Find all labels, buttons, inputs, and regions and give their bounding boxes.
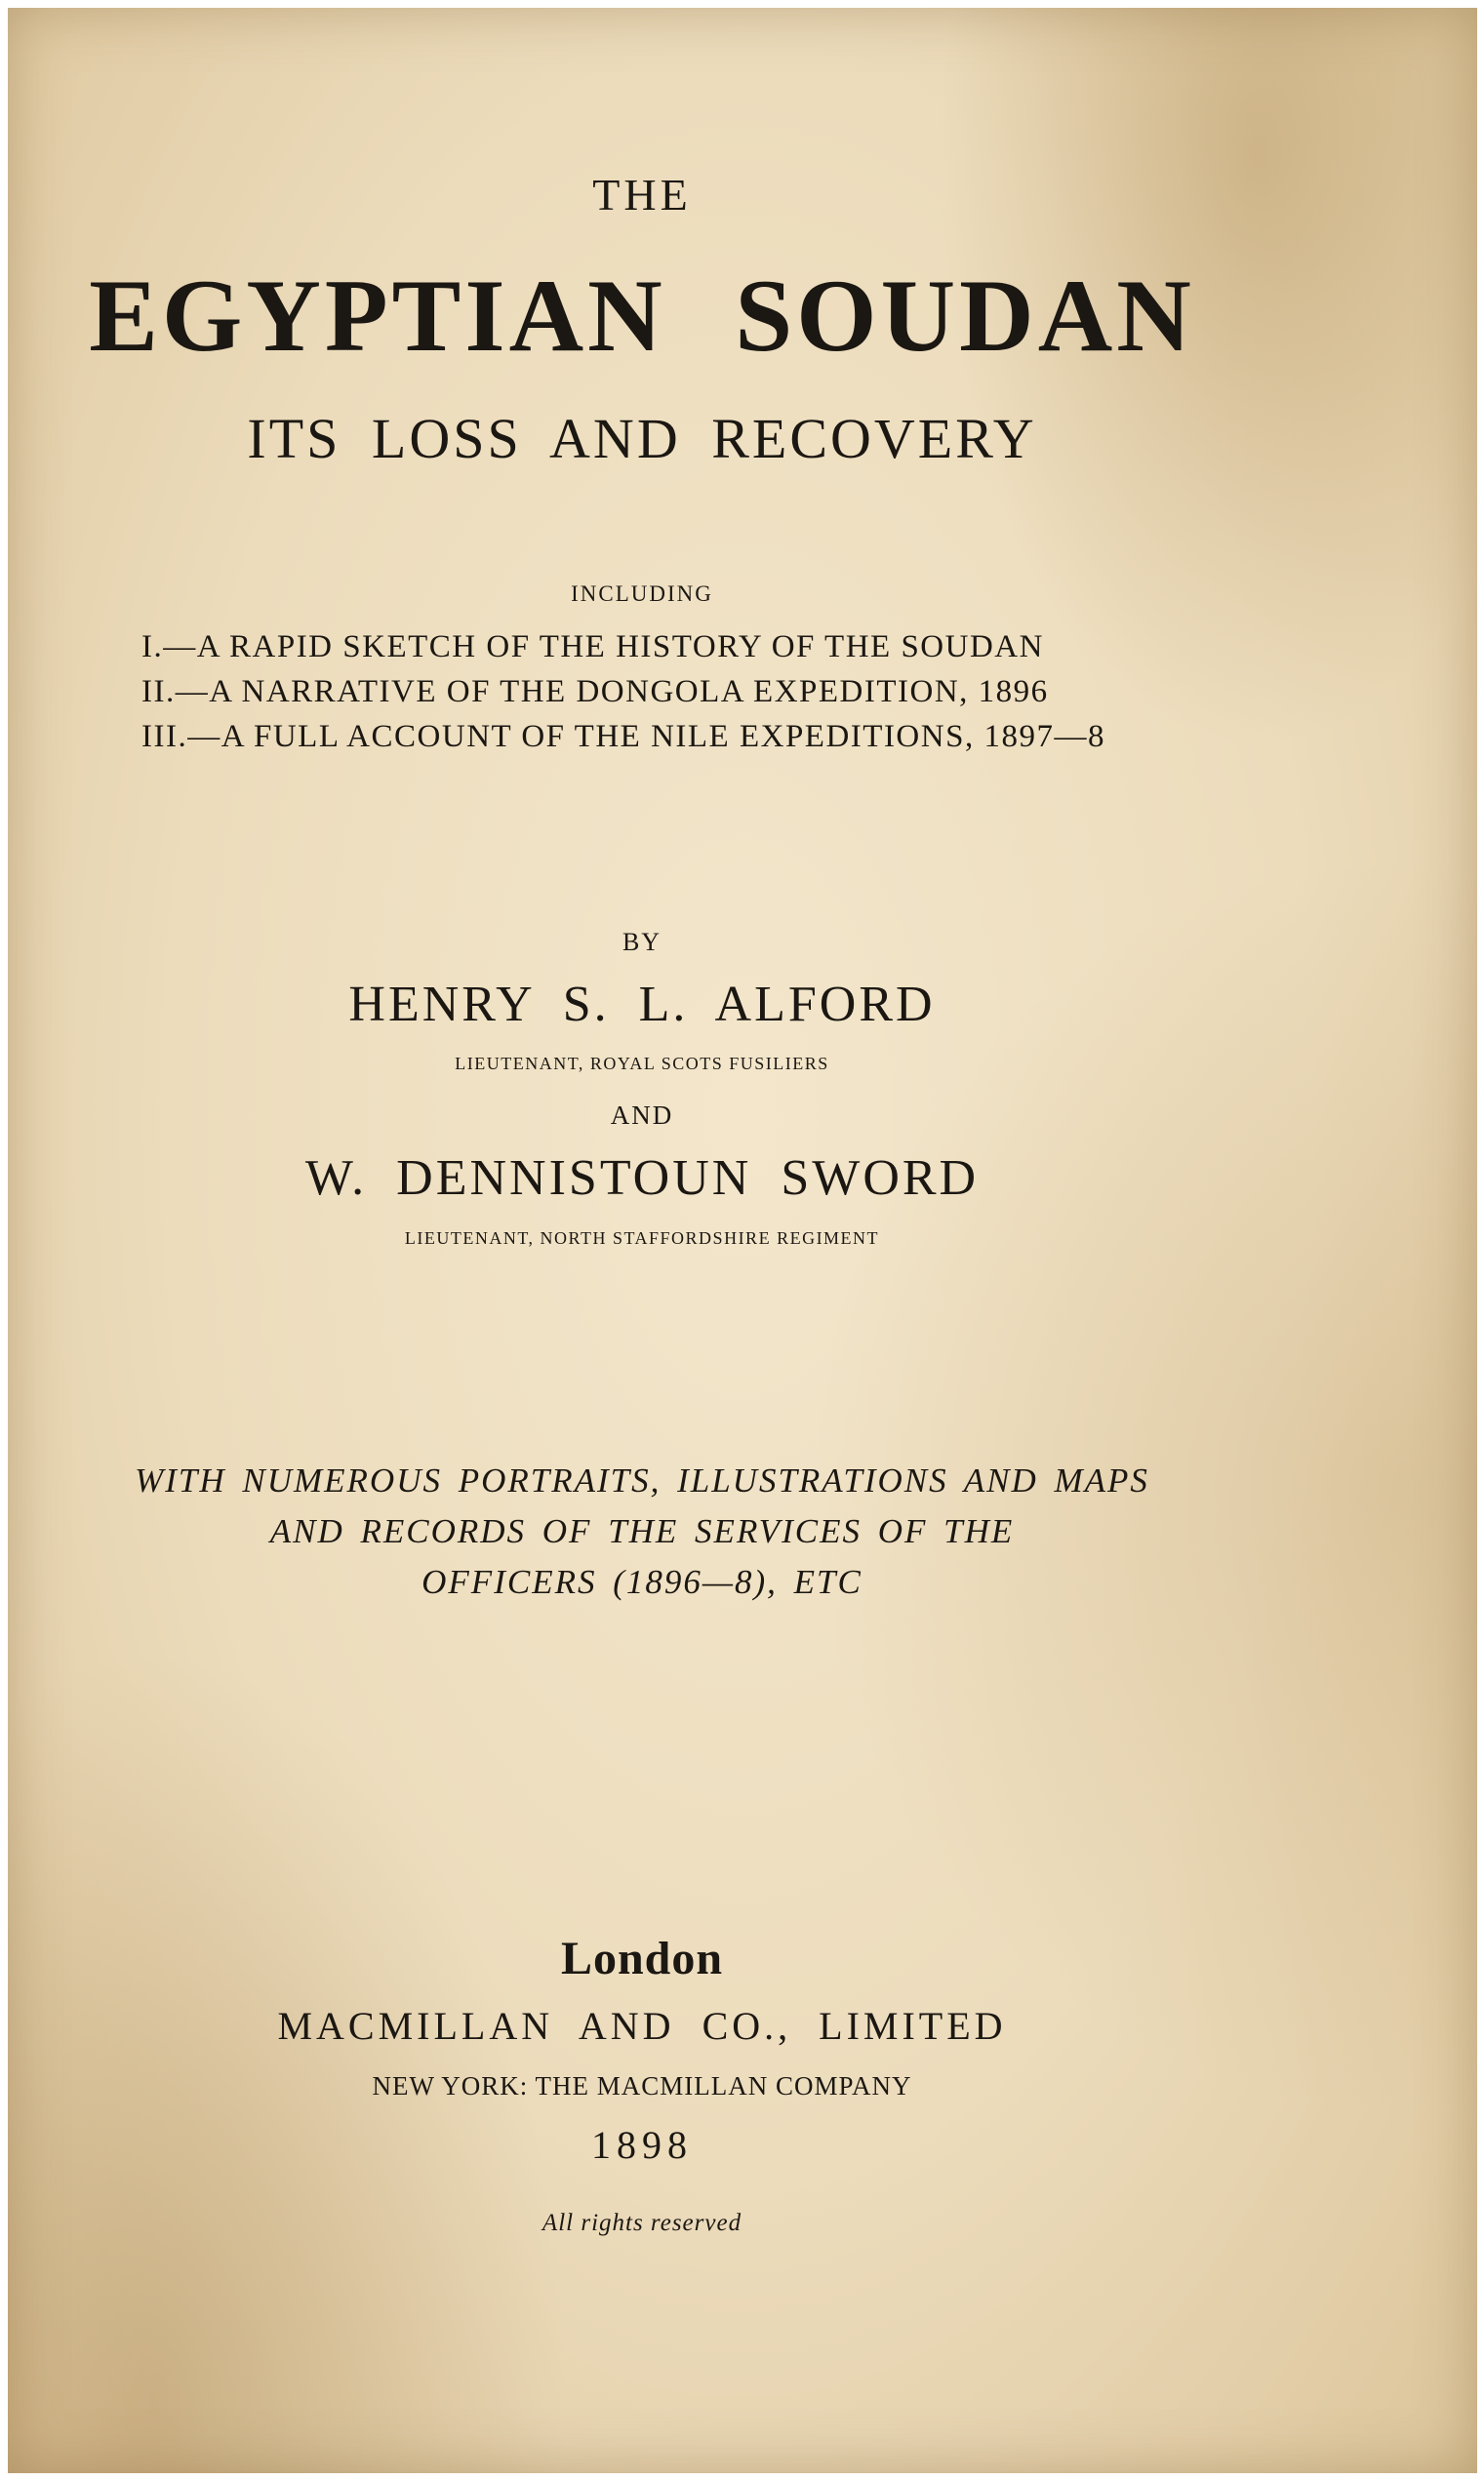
illustrations-line: WITH NUMEROUS PORTRAITS, ILLUSTRATIONS AND MAPS: [135, 1461, 1149, 1500]
contents-item: II.—A NARRATIVE OF THE DONGOLA EXPEDITION, 1896: [141, 674, 1049, 709]
author-1: HENRY S. L. ALFORD: [348, 977, 936, 1032]
title-page: [8, 8, 1477, 2473]
by-label: BY: [622, 928, 662, 956]
contents-item: I.—A RAPID SKETCH OF THE HISTORY OF THE SOUDAN: [141, 629, 1044, 664]
title-article: THE: [592, 170, 692, 220]
including-label: INCLUDING: [571, 581, 713, 606]
illustrations-line: AND RECORDS OF THE SERVICES OF THE: [269, 1512, 1015, 1550]
publisher-name: MACMILLAN AND CO., LIMITED: [277, 2004, 1007, 2048]
author-1-rank: LIEUTENANT, ROYAL SCOTS FUSILIERS: [455, 1054, 829, 1073]
illustrations-line: OFFICERS (1896—8), ETC: [421, 1563, 862, 1601]
publisher-city: London: [560, 1933, 724, 1984]
book-title: EGYPTIAN SOUDAN: [89, 259, 1195, 373]
book-subtitle: ITS LOSS AND RECOVERY: [247, 407, 1037, 470]
contents-item: III.—A FULL ACCOUNT OF THE NILE EXPEDITIONS, 1897—8: [141, 719, 1105, 754]
author-2: W. DENNISTOUN SWORD: [304, 1150, 980, 1206]
author-2-rank: LIEUTENANT, NORTH STAFFORDSHIRE REGIMENT: [404, 1228, 880, 1248]
contents-list: [141, 624, 1105, 759]
rights-notice: All rights reserved: [541, 2210, 742, 2236]
publication-year: 1898: [591, 2123, 693, 2167]
co-publisher: NEW YORK: THE MACMILLAN COMPANY: [372, 2071, 912, 2101]
and-label: AND: [610, 1100, 674, 1130]
